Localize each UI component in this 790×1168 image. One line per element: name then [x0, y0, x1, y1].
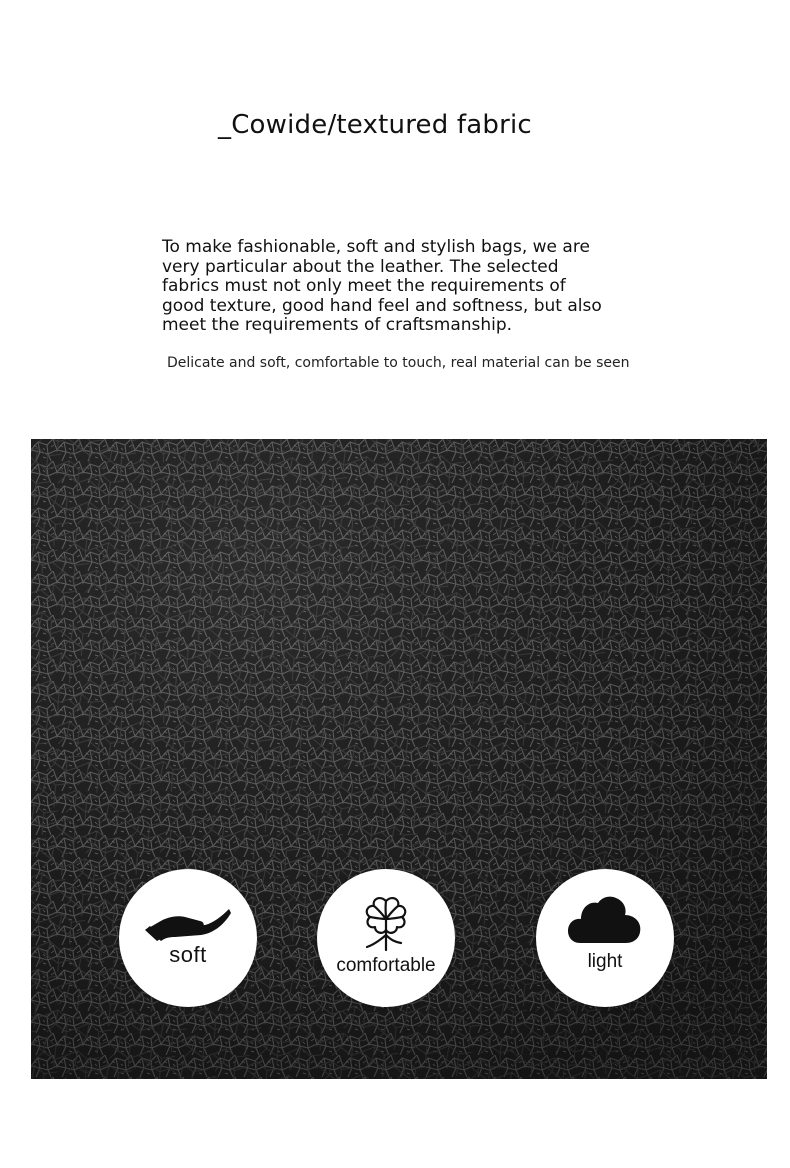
description-line: very particular about the leather. The selected [162, 256, 559, 277]
feature-badge-soft [119, 869, 257, 1007]
feature-label-comfortable: comfortable [336, 955, 436, 976]
description-line: meet the requirements of craftsmanship. [162, 315, 513, 335]
cotton-flower-icon [361, 895, 411, 951]
description-line: good texture, good hand feel and softness, but also [162, 295, 602, 316]
description-paragraph [162, 238, 632, 336]
material-subtitle: Delicate and soft, comfortable to touch, real material can be seen [167, 355, 630, 371]
hand-icon [145, 905, 231, 941]
leather-texture-image [31, 439, 767, 1079]
description-line: fabrics must not only meet the requirements of [162, 276, 566, 296]
feature-badge-light [536, 869, 674, 1007]
cloud-icon [568, 895, 642, 945]
feature-label-soft: soft [169, 942, 207, 967]
feature-badge-comfortable [317, 869, 455, 1007]
feature-label-light: light [587, 951, 623, 972]
section-title: _Cowide/textured fabric [218, 110, 532, 140]
description-line: To make fashionable, soft and stylish bags, we are [162, 237, 590, 257]
